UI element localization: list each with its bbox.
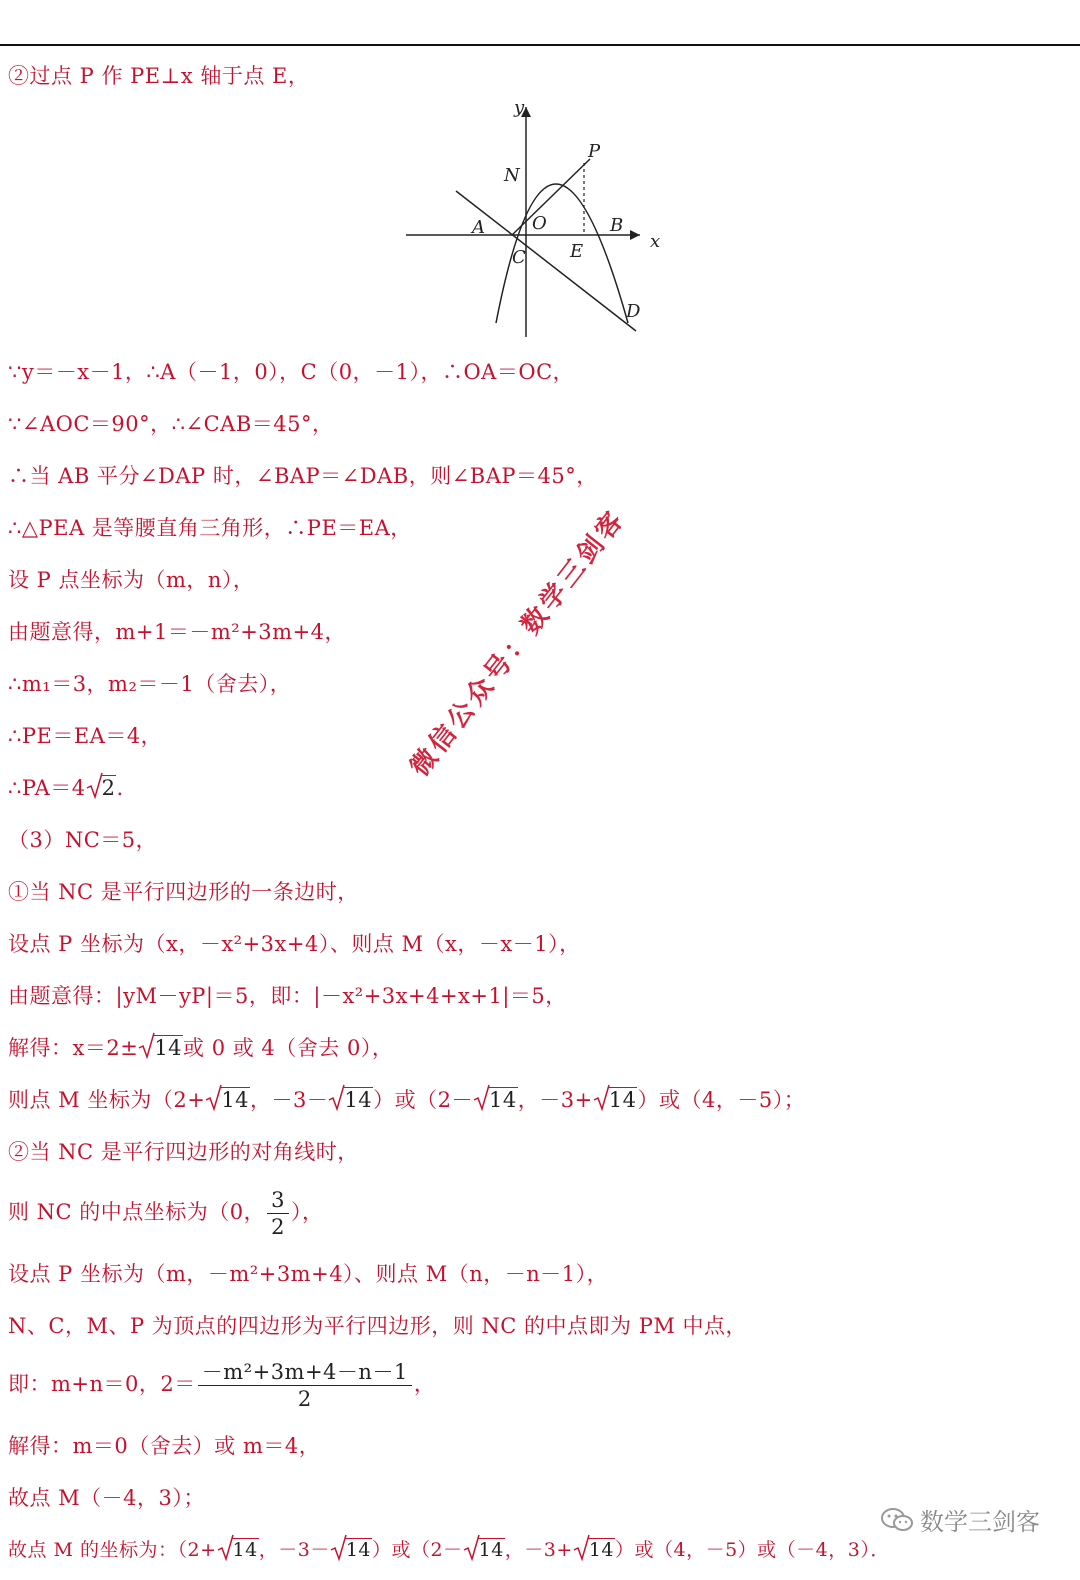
text-line	[8, 1034, 393, 1062]
sqrt-radicand: 14	[345, 1539, 372, 1561]
fraction-denominator: 2	[297, 1387, 312, 1411]
sqrt-expression	[464, 1536, 505, 1564]
text-line: ②当 NC 是平行四边形的对角线时，	[8, 1140, 359, 1164]
text-segment: ）或（4，－5）；	[637, 1088, 806, 1112]
label-D: D	[626, 301, 641, 322]
text-line	[8, 1086, 805, 1114]
sqrt-radicand: 14	[221, 1088, 250, 1112]
sqrt-expression	[331, 1536, 372, 1564]
text-line: ∴当 AB 平分∠DAP 时，∠BAP＝∠DAB，则∠BAP＝45°，	[8, 464, 598, 488]
text-segment: ，－3－	[250, 1088, 329, 1112]
top-rule	[0, 44, 1080, 46]
sqrt-expression	[474, 1086, 518, 1114]
text-segment: 解得：x＝2±	[8, 1036, 139, 1060]
text-segment: ，－3+	[517, 1088, 593, 1112]
text-line: ∴PE＝EA＝4，	[8, 724, 163, 748]
text-line: 解得：m＝0（舍去）或 m＝4，	[8, 1434, 321, 1458]
text-segment: 则点 M 坐标为（2+	[8, 1088, 206, 1112]
fraction-numerator: －m²+3m+4－n－1	[198, 1359, 412, 1386]
text-segment: 或 0 或 4（舍去 0），	[183, 1036, 394, 1060]
text-segment: ∴PA＝4	[8, 776, 86, 800]
wechat-icon	[880, 1507, 914, 1533]
text-line: N、C，M、P 为顶点的四边形为平行四边形，则 NC 的中点即为 PM 中点，	[8, 1314, 748, 1338]
text-line: ∵∠AOC＝90°，∴∠CAB＝45°，	[8, 412, 334, 436]
sqrt-expression	[218, 1536, 259, 1564]
text-segment: ）或（2－	[373, 1088, 474, 1112]
text-line: 由题意得，m+1＝－m²+3m+4，	[8, 620, 347, 644]
text-segment: ，－3+	[504, 1539, 573, 1561]
text-segment: ）或（4，－5）或（－4，3）．	[615, 1539, 890, 1561]
label-O: O	[532, 213, 547, 234]
sqrt-radicand: 14	[588, 1539, 614, 1561]
brand-badge	[880, 1502, 1040, 1537]
sqrt-expression	[87, 774, 117, 802]
watermark: 微信公众号：数学三剑客	[404, 503, 632, 783]
sqrt-radicand: 14	[344, 1088, 373, 1112]
sqrt-expression	[594, 1086, 638, 1114]
text-line: 设 P 点坐标为（m，n），	[8, 568, 255, 592]
fraction	[267, 1187, 289, 1240]
text-line: （3）NC＝5，	[8, 828, 158, 852]
sqrt-expression	[139, 1034, 183, 1062]
text-line: ∵y＝－x－1，∴A（－1，0），C（0，－1），∴OA＝OC，	[8, 360, 575, 384]
sqrt-radicand: 14	[608, 1088, 637, 1112]
text-line: ①当 NC 是平行四边形的一条边时，	[8, 880, 359, 904]
text-line: 由题意得：|yM－yP|＝5，即：|－x²+3x+4+x+1|＝5，	[8, 984, 567, 1008]
sqrt-expression	[329, 1086, 373, 1114]
text-segment: ）或（2－	[372, 1539, 463, 1561]
fraction-numerator: 3	[267, 1187, 289, 1214]
text-segment: .	[116, 776, 124, 800]
label-B: B	[610, 215, 624, 236]
text-line: ∴△PEA 是等腰直角三角形，∴PE＝EA，	[8, 516, 412, 540]
label-A: A	[472, 217, 485, 238]
label-C: C	[512, 247, 526, 268]
sqrt-expression	[574, 1536, 615, 1564]
label-x: x	[650, 231, 661, 252]
text-line	[8, 1536, 890, 1564]
text-line: 设点 P 坐标为（m，－m²+3m+4）、则点 M（n，－n－1），	[8, 1262, 609, 1286]
text-line	[8, 1184, 324, 1240]
text-segment: ），	[291, 1200, 324, 1224]
text-segment: ，	[413, 1372, 436, 1396]
text-line: 设点 P 坐标为（x，－x²+3x+4）、则点 M（x，－x－1），	[8, 932, 581, 956]
text-segment: 则 NC 的中点坐标为（0，	[8, 1200, 266, 1224]
sqrt-radicand: 14	[232, 1539, 258, 1561]
label-E: E	[570, 241, 584, 262]
text-line	[8, 1356, 435, 1412]
sqrt-radicand: 2	[101, 776, 116, 800]
fraction-denominator: 2	[271, 1215, 286, 1239]
brand-name: 数学三剑客	[920, 1508, 1040, 1536]
fraction	[198, 1359, 412, 1412]
sqrt-radicand: 14	[154, 1036, 183, 1060]
label-P: P	[588, 141, 601, 162]
parabola-diagram	[400, 95, 680, 345]
label-y: y	[514, 97, 525, 118]
sqrt-radicand: 14	[489, 1088, 517, 1112]
sqrt-radicand: 14	[478, 1539, 504, 1561]
text-line: 故点 M（－4，3）；	[8, 1486, 205, 1510]
sqrt-expression	[206, 1086, 250, 1114]
text-segment: 故点 M 的坐标为：（2+	[8, 1539, 217, 1561]
text-segment: ，－3－	[258, 1539, 330, 1561]
text-line	[8, 774, 124, 802]
text-segment: 即：m+n＝0，2＝	[8, 1372, 196, 1396]
text-line: ∴m₁＝3，m₂＝－1（舍去），	[8, 672, 292, 696]
label-N: N	[504, 165, 520, 186]
step-2-heading: ②过点 P 作 PE⊥x 轴于点 E，	[8, 64, 310, 88]
